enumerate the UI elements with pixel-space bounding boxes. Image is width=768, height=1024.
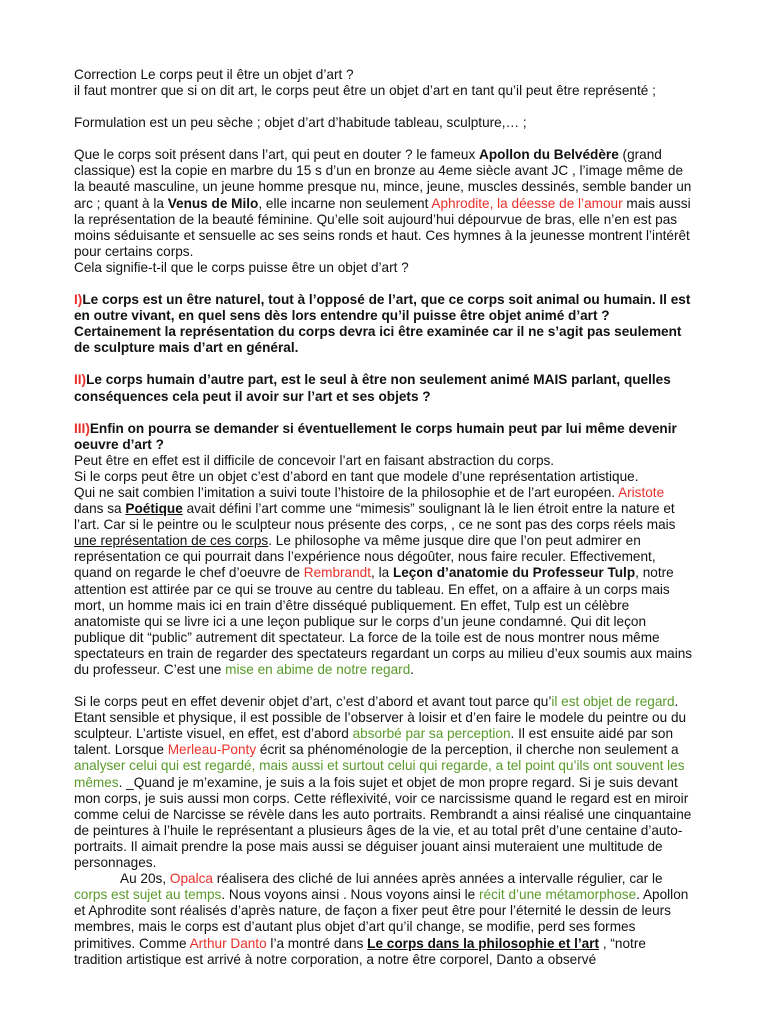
text: dans sa [74,501,126,517]
metamorphose-highlight: récit d’une métamorphose [479,887,637,903]
temps-highlight: corps est sujet au temps [74,887,222,903]
text: , “notre tradition artistique est arrivé à notre corporation, a notre être corporel, Danto a observé [74,935,646,967]
text: Qui ne sait combien l’imitation a suivi toute l’histoire de la philosophie et de l’art européen. [74,484,619,500]
absorbe-highlight: absorbé par sa perception [352,726,511,742]
part-numeral: III) [74,420,90,436]
text: , la [371,565,393,581]
venus-de-milo: Venus de Milo [167,195,259,211]
development-line: Si le corps peut être un objet c’est d’abord en tant que modele d’une représentation artistique. [74,468,639,484]
part-two [74,372,696,404]
problem-question: Cela signifie-t-il que le corps puisse être un objet d’art ? [74,259,409,275]
spacer [74,131,696,147]
paragraph-mimesis [74,485,696,678]
text: , elle incarne non seulement [258,195,432,211]
text: . Le philosophe va même jusque dire que l’on peut admirer en représentation ce qui pourrait dans l’expérience nous dégoûter, nous faire reculer. Effectivement, quand on regarde le chef d’oeuvre de [74,533,656,581]
text: Au 20s, [120,871,170,887]
text: . [410,662,415,677]
aristote-highlight: Aristote [618,484,665,500]
paragraph-regard [74,694,696,871]
objet-de-regard-highlight: il est objet de regard [551,694,675,710]
part-heading: Le corps est un être naturel, tout à l’opposé de l’art, que ce corps soit animal ou humain. Il est en outre vivant, en quel sens dès lors entendre qu’il puisse être objet animé d’art ? Certainement la représentation du corps devra ici être examinée car il ne s’agit pas seulement de sculpture mais d’art en général. [74,292,691,356]
intro-line: il faut montrer que si on dit art, le corps peut être un objet d’art en tant qu’il peut être représenté ; [74,83,656,99]
rembrandt-highlight: Rembrandt [303,565,372,581]
paragraph-introduction [74,147,696,260]
text: . _Quand je m’examine, je suis a la fois sujet et objet de mon propre regard. Si je suis devant mon corps, je suis aussi mon corps. Cette réflexivité, voir ce narcissisme quand le regard est en miroir comme celui de Narcisse se révèle dans les auto portraits. Rembrandt a ainsi réalisé une cinquantaine de peintures à l’huile le représentant a plusieurs âges de la vie, et au total prêt d’une centaine d’auto-portraits. Il aimait prendre la pose mais aussi se déguiser jouant ainsi muteraient une multitude de personnages. [74,774,692,871]
text: . Etant sensible et physique, il est possible de l’observer à loisir et d’en faire le modele du peintre ou du sculpteur. L’artiste visuel, en effet, est d’abord [74,694,687,742]
spacer [74,356,696,372]
text: , notre attention est attirée par ce qui se trouve au centre du tableau. En effet, on a affaire à un corps mais mort, un homme mais ici en train d’être disséqué publiquement. En effet, Tulp est un célèbre anatomiste qui se livre ici a une leçon publique sur le corps d’un jeune condamné. Qui dit leçon publique dit “public” autrement dit spectateur. La force de la toile est de nous montrer nous même spectateurs en train de regarder des spectateurs regardant un corps au milieu d’eux soumis aux mains du professeur. C’est une [74,565,693,677]
text: Que le corps soit présent dans l’art, qui peut en douter ? le fameux [74,147,480,163]
apollon-belvedere: Apollon du Belvédère [479,147,619,163]
part-heading: Le corps humain d’autre part, est le seul à être non seulement animé MAIS parlant, quelles conséquences cela peut il avoir sur l’art et ses objets ? [74,372,671,404]
formulation-note: Formulation est un peu sèche ; objet d’art d’habitude tableau, sculpture,… ; [74,115,527,131]
arthur-danto-highlight: Arthur Danto [189,935,267,951]
poetique-title: Poétique [125,501,183,517]
text: écrit sa phénoménologie de la perception, il cherche non seulement a [256,742,679,758]
spacer [74,276,696,292]
text: (grand classique) est la copie en marbre du 15 s d’un en bronze au 4eme siècle avant JC , l’image même de la beauté masculine, un jeune homme presque nu, mince, jeune, muscles dessinés, semble bander un arc ; quant à la [74,147,692,211]
opalca-highlight: Opalca [169,871,213,887]
text: l’a montré dans [266,935,368,951]
development-line: Peut être en effet est il difficile de concevoir l’art en faisant abstraction du corps. [74,452,555,468]
text: Si le corps peut en effet devenir objet d’art, c’est d’abord et avant tout parce qu’ [74,694,552,710]
analyser-highlight: analyser celui qui est regardé, mais aussi et surtout celui qui regarde, a tel point qu’ils ont souvent les mêmes [74,758,685,790]
merleau-ponty-highlight: Merleau-Ponty [167,742,257,758]
part-numeral: II) [74,372,87,388]
part-heading: Enfin on pourra se demander si éventuellement le corps humain peut par lui même devenir oeuvre d’art ? [74,420,677,452]
text: avait défini l’art comme une “mimesis” soulignant là le lien étroit entre la nature et l’art. Car si le peintre ou le sculpteur nous présente des corps, , ce ne sont pas des corps réels mais [74,501,676,533]
spacer [74,405,696,421]
text: . Il est ensuite aidé par son talent. Lorsque [74,726,674,758]
spacer [74,678,696,694]
spacer [74,99,696,115]
part-one [74,292,696,356]
paragraph-temps [74,871,696,968]
mise-en-abime-highlight: mise en abime de notre regard [225,662,411,677]
danto-book-title: Le corps dans la philosophie et l’art [367,935,600,951]
representation-underlined: une représentation de ces corps [74,533,269,549]
document-body [74,67,696,968]
text: . Apollon et Aphrodite sont réalisés d’après nature, de façon a fixer peut être pour l’éternité le dessin de leurs membres, mais le corps est d’autant plus objet d’art qu’il change, se modifie, perd ses formes primitives. Comme [74,887,689,951]
aphrodite-highlight: Aphrodite, la déesse de l’amour [431,195,623,211]
text: . Nous voyons ainsi . Nous voyons ainsi le [221,887,479,903]
part-numeral: I) [74,292,83,308]
text: mais aussi la représentation de la beauté féminine. Qu’elle soit aujourd’hui dépourvue de bras, elle n’en est pas moins séduisante et sensuelle ac ses seins ronds et haut. Ces hymnes à la jeunesse montrent l’intérêt pour certains corps. [74,195,691,259]
part-three [74,421,696,453]
intro-title: Correction Le corps peut il être un objet d’art ? [74,67,354,82]
lecon-anatomie-title: Leçon d’anatomie du Professeur Tulp [392,565,636,581]
text: réalisera des cliché de lui années après années a intervalle régulier, car le [212,871,663,887]
